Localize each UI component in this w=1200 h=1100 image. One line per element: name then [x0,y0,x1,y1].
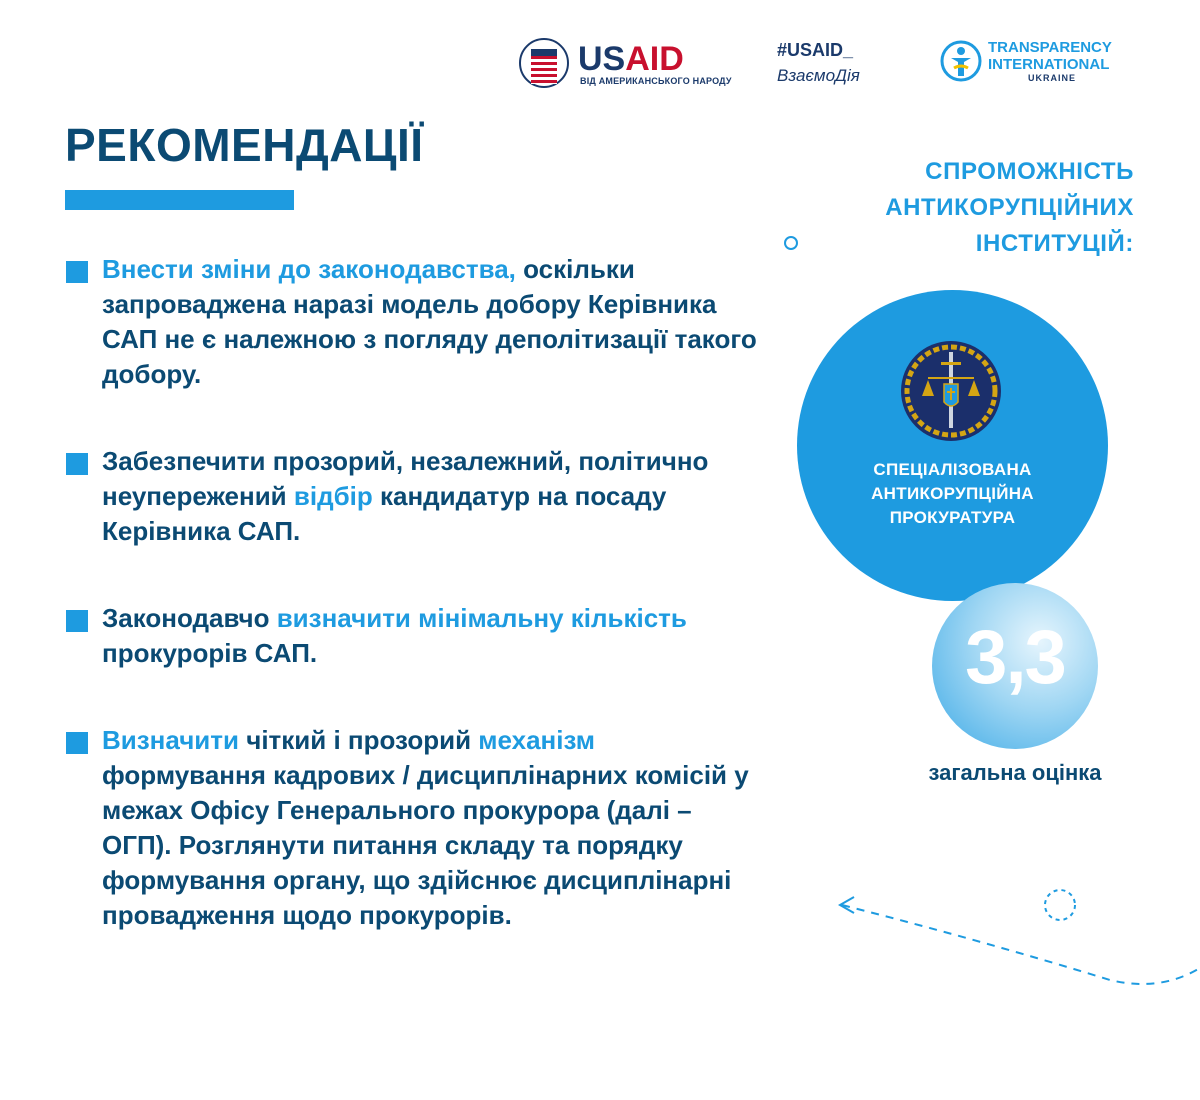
capacity-heading: СПРОМОЖНІСТЬ АНТИКОРУПЦІЙНИХ ІНСТИТУЦІЙ: [885,158,1134,257]
institution-label: СПЕЦІАЛІЗОВАНА АНТИКОРУПЦІЙНА ПРОКУРАТУРА [871,460,1034,527]
prosecutor-emblem-icon [898,338,1004,444]
page-title: РЕКОМЕНДАЦІЇ [65,119,424,171]
recommendation-item [66,601,766,671]
recommendation-text [102,252,766,392]
bullet-square-icon [66,732,88,754]
highlighted-text: відбір [293,481,373,511]
usaid-seal-logo [519,38,569,88]
decorative-dashed-arrow [820,880,1200,1010]
body-text: кандидатур на посаду Керівника САП. [102,481,667,546]
usaid-tagline: ВІД АМЕРИКАНСЬКОГО НАРОДУ [580,76,732,86]
transparency-international-logo-text: TRANSPARENCY INTERNATIONAL UKRAINE [988,39,1112,83]
body-text: прокурорів САП. [102,638,318,668]
highlighted-text: визначити мінімальну кількість [276,603,687,633]
institution-circle [797,290,1108,601]
highlighted-text: механізм [478,725,595,755]
recommendation-item [66,723,766,933]
recommendation-text [102,723,766,933]
score-caption: загальна оцінка [928,760,1102,785]
usaid-wordmark: USAID [578,40,684,78]
hashtag-label: #USAID_ [777,40,854,60]
bullet-square-icon [66,261,88,283]
decorative-ring-icon [784,236,798,250]
title-underline-bar [65,190,294,210]
dashed-ring-icon [1045,890,1075,920]
recommendation-item [66,444,766,549]
highlighted-text: Визначити [102,725,239,755]
bullet-square-icon [66,453,88,475]
vzaemodia-label: ВзаємоДія [777,66,860,85]
recommendation-item [66,252,766,392]
overall-score: 3,3 [965,615,1065,700]
body-text: формування кадрових / дисциплінарних комісій у межах Офісу Генерального прокурора (далі – ОГП). Розглянути питання складу та порядку формування органу, що здійснює дисциплінарні провадження щодо прокурорів. [102,760,749,930]
body-text: Забезпечити прозорий, незалежний, політично неупережений [102,446,709,511]
highlighted-text: Внести зміни до законодавства, [102,254,516,284]
body-text: Законодавчо [102,603,277,633]
bullet-square-icon [66,610,88,632]
recommendation-text [102,601,766,671]
body-text: оскільки запроваджена наразі модель добору Керівника САП не є належною з погляду деполітизації такого добору. [102,254,757,389]
transparency-international-icon [940,40,982,82]
body-text: чіткий і прозорий [239,725,479,755]
recommendation-text [102,444,766,549]
